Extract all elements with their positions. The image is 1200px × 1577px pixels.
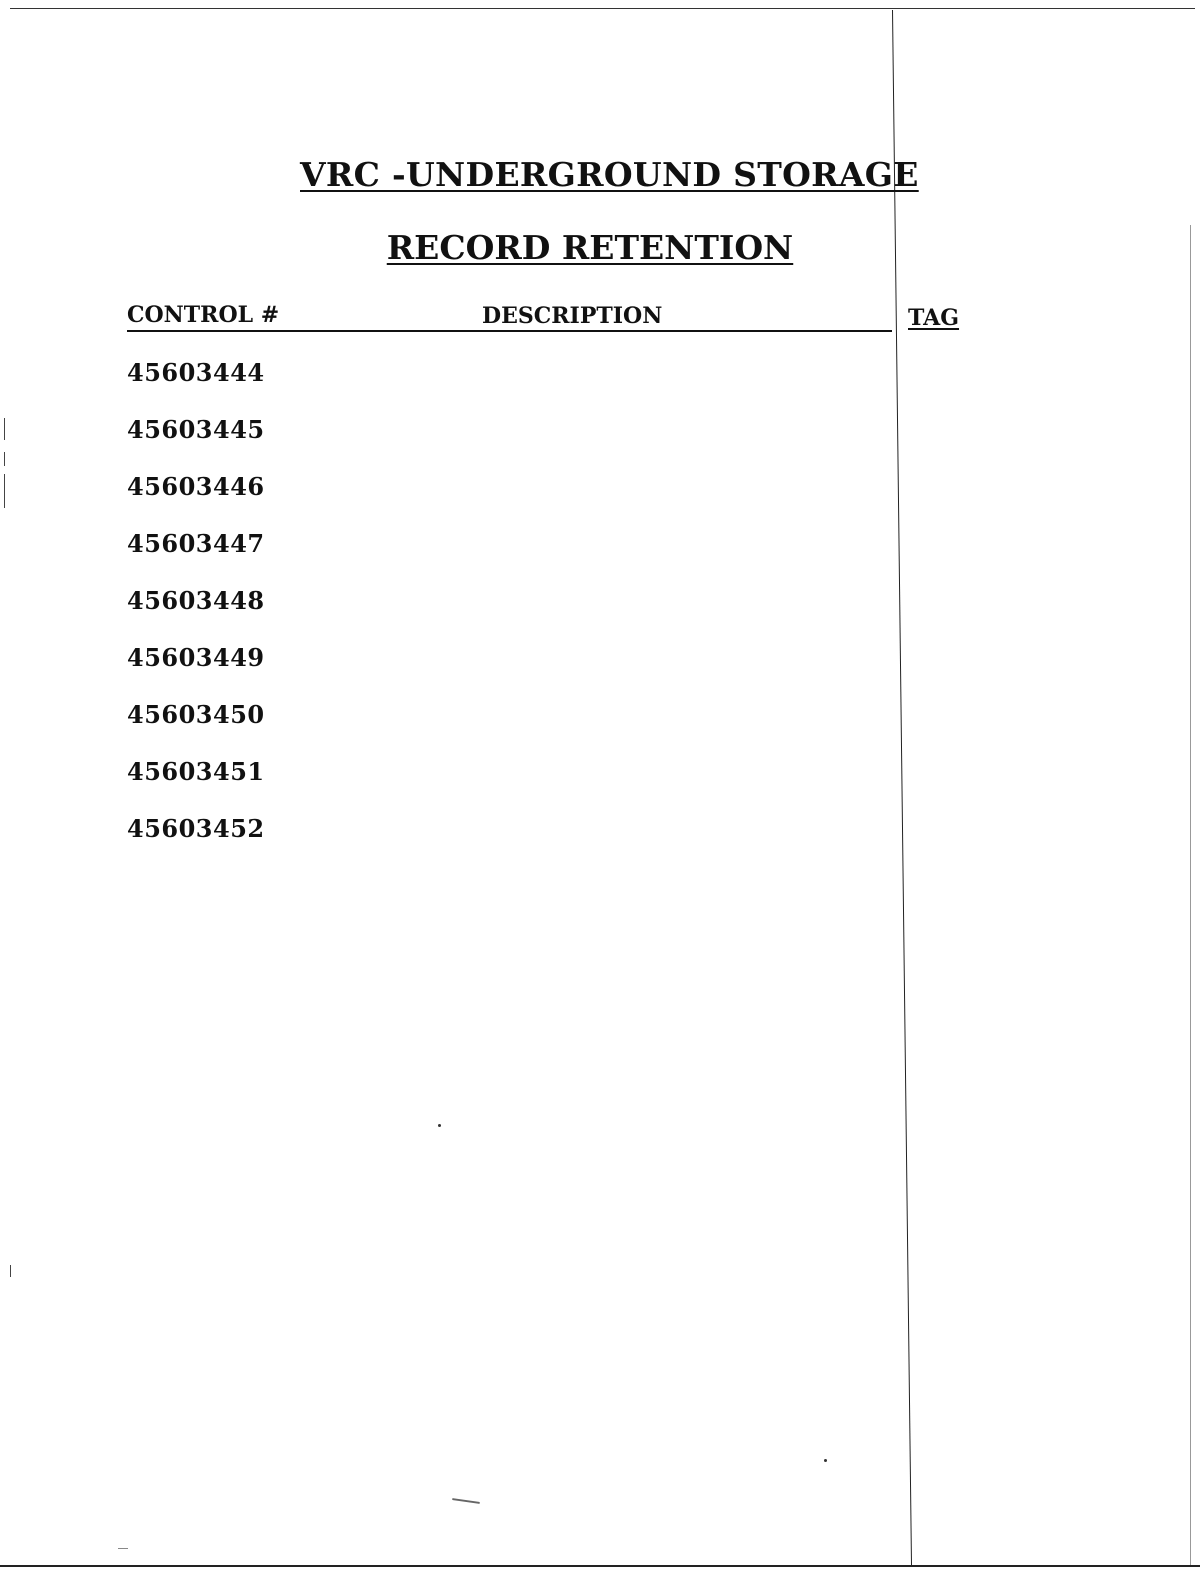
- scan-edge-bottom: [0, 1565, 1200, 1567]
- scan-mark: [4, 452, 5, 466]
- header-rule: [127, 330, 892, 332]
- control-number-row: 45603448: [127, 586, 265, 615]
- column-divider: [892, 10, 912, 1565]
- control-number-row: 45603445: [127, 415, 265, 444]
- control-number-row: 45603447: [127, 529, 265, 558]
- control-number-row: 45603444: [127, 358, 265, 387]
- scan-mark: [4, 418, 5, 440]
- scan-edge-top: [10, 8, 1195, 9]
- scan-mark: [4, 474, 5, 508]
- scan-speck: [438, 1124, 441, 1127]
- document-subtitle: RECORD RETENTION: [386, 228, 794, 267]
- control-number-row: 45603452: [127, 814, 265, 843]
- control-number-row: 45603450: [127, 700, 265, 729]
- scan-speck: [118, 1548, 128, 1549]
- control-number-row: 45603446: [127, 472, 265, 501]
- scan-speck: [824, 1459, 827, 1462]
- control-number-row: 45603451: [127, 757, 265, 786]
- control-number-list: [127, 356, 265, 869]
- column-header-tag: TAG: [908, 305, 960, 331]
- column-header-description: DESCRIPTION: [482, 303, 663, 329]
- column-header-control: CONTROL #: [127, 302, 280, 328]
- scan-speck: [452, 1498, 480, 1504]
- document-title: VRC -UNDERGROUND STORAGE: [300, 155, 919, 194]
- scan-edge-right: [1190, 225, 1191, 1565]
- scan-mark: [10, 1265, 11, 1277]
- control-number-row: 45603449: [127, 643, 265, 672]
